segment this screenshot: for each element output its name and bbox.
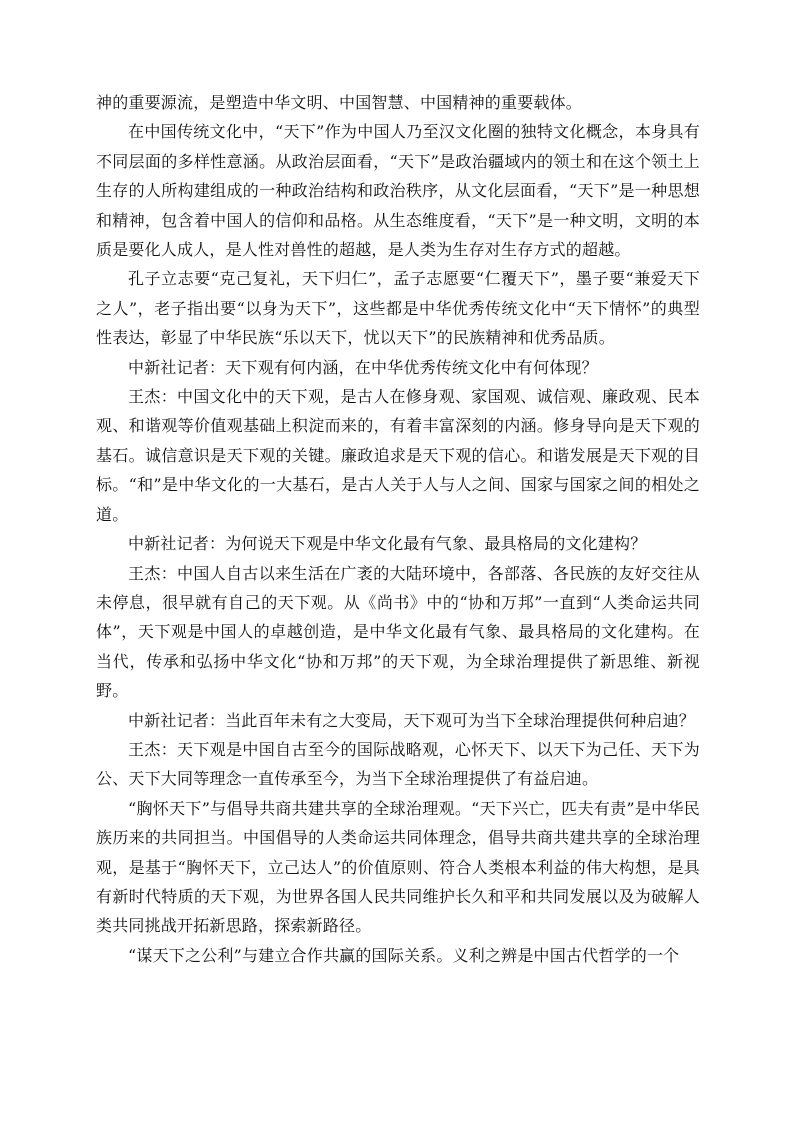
paragraph-11: “谋天下之公利”与建立合作共赢的国际关系。义利之辨是中国古代哲学的一个 (128, 945, 680, 965)
document-page (96, 88, 700, 970)
paragraph-2: 在中国传统文化中，“天下”作为中国人乃至汉文化圈的独特文化概念，本身具有不同层面的多样性意涵。从政治层面看，“天下”是政治疆域内的领土和在这个领土上生存的人所构建组成的一种政治结构和政治秩序，从文化层面看，“天下”是一种思想和精神，包含着中国人的信仰和品格。从生态维度看，“天下”是一种文明，文明的本质是要化人成人，是人性对兽性的超越，是人类为生存对生存方式的超越。 (96, 122, 700, 260)
interview-question-2: 中新社记者：为何说天下观是中华文化最有气象、最具格局的文化建构？ (128, 534, 647, 554)
paragraph-10: “胸怀天下”与倡导共商共建共享的全球治理观。“天下兴亡，匹夫有责”是中华民族历来的共同担当。中国倡导的人类命运共同体理念，倡导共商共建共享的全球治理观，是基于“胸怀天下，立己达人”的价值原则、符合人类根本利益的伟大构想，是具有新时代特质的天下观，为世界各国人民共同维护长久和平和共同发展以及为破解人类共同挑战开拓新思路，探索新路径。 (96, 798, 700, 936)
paragraph-1: 神的重要源流，是塑造中华文明、中国智慧、中国精神的重要载体。 (96, 93, 583, 112)
interview-question-3: 中新社记者：当此百年未有之大变局，天下观可为当下全球治理提供何种启迪？ (128, 710, 696, 730)
interview-question-1: 中新社记者：天下观有何内涵，在中华优秀传统文化中有何体现？ (128, 357, 598, 377)
paragraph-3: 孔子立志要“克己复礼，天下归仁”，孟子志愿要“仁覆天下”，墨子要“兼爱天下之人”，老子指出要“以身为天下”，这些都是中华优秀传统文化中“天下情怀”的典型性表达，彰显了中华民族“乐以天下，忧以天下”的民族精神和优秀品质。 (96, 269, 700, 348)
interview-answer-3: 王杰：天下观是中国自古至今的国际战略观，心怀天下、以天下为己任、天下为公、天下大同等理念一直传承至今，为当下全球治理提供了有益启迪。 (96, 739, 700, 789)
interview-answer-2: 王杰：中国人自古以来生活在广袤的大陆环境中，各部落、各民族的友好交往从未停息，很早就有自己的天下观。从《尚书》中的“协和万邦”一直到“人类命运共同体”，天下观是中国人的卓越创造，是中华文化最有气象、最具格局的文化建构。在当代，传承和弘扬中华文化“协和万邦”的天下观，为全球治理提供了新思维、新视野。 (96, 563, 700, 701)
interview-answer-1: 王杰：中国文化中的天下观，是古人在修身观、家国观、诚信观、廉政观、民本观、和谐观等价值观基础上积淀而来的，有着丰富深刻的内涵。修身导向是天下观的基石。诚信意识是天下观的关键。廉政追求是天下观的信心。和谐发展是天下观的目标。“和”是中华文化的一大基石，是古人关于人与人之间、国家与国家之间的相处之道。 (96, 387, 700, 524)
